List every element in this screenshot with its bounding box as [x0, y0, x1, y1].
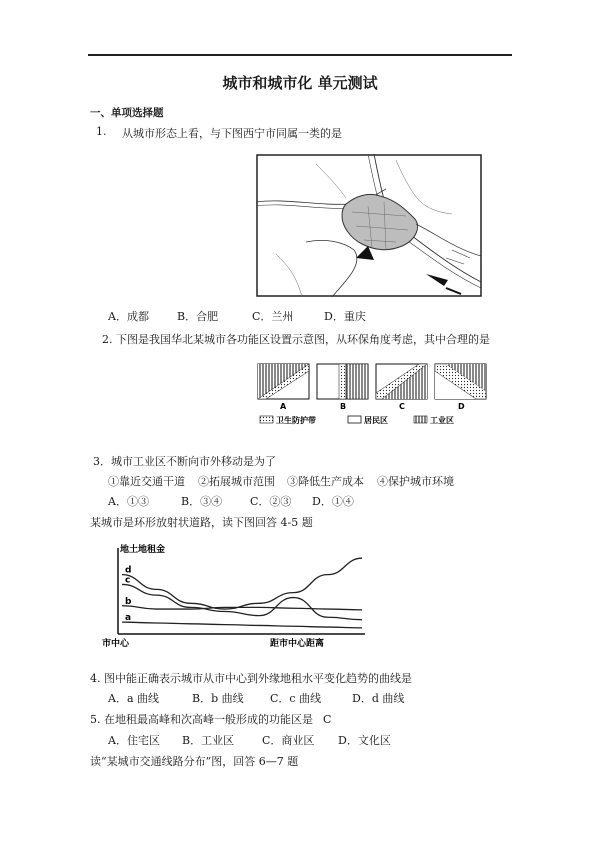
q1-option-b: B．合肥 [177, 310, 219, 323]
q3-choice-1: ①靠近交通干道 [108, 475, 185, 488]
q3-choice-4: ④保护城市环境 [377, 475, 454, 488]
diagram-box-b [317, 364, 368, 399]
series-label-a: a [125, 613, 132, 624]
diagram-box-d [435, 364, 486, 399]
intro-q6-7: 读“某城市交通线路分布”图，回答 6—7 题 [90, 755, 299, 768]
legend-protection-belt: 卫生防护带 [276, 416, 316, 425]
section-heading: 一、单项选择题 [90, 107, 164, 119]
q3-option-b: B．③④ [181, 495, 223, 508]
xining-city-map [256, 154, 482, 297]
q5-stem [90, 711, 331, 727]
q1-number: 1. [96, 125, 107, 138]
q1-option-a: A．成都 [108, 310, 149, 323]
q4-option-a: A．a 曲线 [108, 692, 159, 705]
series-line-d [122, 558, 362, 609]
legend-residential: 居民区 [364, 416, 388, 425]
series-label-b: b [125, 596, 132, 607]
q3-stem: 3．城市工业区不断向市外移动是为了 [93, 455, 276, 468]
header-rule [88, 54, 512, 56]
q1-stem: 从城市形态上看，与下图西宁市同属一类的是 [122, 127, 342, 140]
y-axis-label: 地土地租金 [120, 545, 166, 555]
diagram-label-a: A [280, 402, 287, 411]
q5-stem-text: 5. 在地租最高峰和次高峰一般形成的功能区是 [90, 713, 313, 726]
q4-option-d: D．d 曲线 [352, 692, 405, 705]
q3-choice-2: ②拓展城市范围 [198, 475, 275, 488]
q1-option-d: D．重庆 [324, 310, 366, 323]
diagram-box-a [258, 364, 309, 399]
diagram-label-c: C [399, 402, 405, 411]
q1-option-c: C．兰州 [252, 310, 294, 323]
series-label-d: d [125, 565, 132, 576]
q4-option-b: B．b 曲线 [192, 692, 244, 705]
q5-option-b: B．工业区 [182, 734, 235, 747]
series-label-c: c [125, 575, 131, 586]
q5-option-c: C．商业区 [262, 734, 315, 747]
page-title: 城市和城市化 单元测试 [222, 74, 378, 92]
q3-option-a: A．①③ [108, 495, 149, 508]
function-zone-diagram [256, 359, 496, 434]
q5-option-a: A．住宅区 [108, 734, 160, 747]
intro-q4-5: 某城市是环形放射状道路，读下图回答 4-5 题 [90, 516, 313, 529]
diagram-label-d: D [458, 402, 465, 411]
x-axis-label: 距市中心距离 [270, 639, 325, 648]
q3-choice-3: ③降低生产成本 [287, 475, 364, 488]
q3-option-c: C．②③ [250, 495, 292, 508]
q5-option-d: D．文化区 [338, 734, 391, 747]
diagram-label-b: B [340, 402, 347, 411]
q4-option-c: C．c 曲线 [270, 692, 322, 705]
legend-industrial: 工业区 [430, 416, 454, 425]
origin-label: 市中心 [102, 639, 130, 648]
series-line-a [122, 622, 362, 628]
rent-chart [100, 538, 370, 648]
q3-option-d: D．①④ [312, 495, 354, 508]
q5-answer: C [323, 713, 332, 726]
diagram-box-c [376, 364, 427, 399]
q2-stem: 2. 下图是我国华北某城市各功能区设置示意图，从环保角度考虑，其中合理的是 [102, 333, 490, 346]
q4-stem: 4. 图中能正确表示城市从市中心到外缘地租水平变化趋势的曲线是 [90, 672, 412, 685]
